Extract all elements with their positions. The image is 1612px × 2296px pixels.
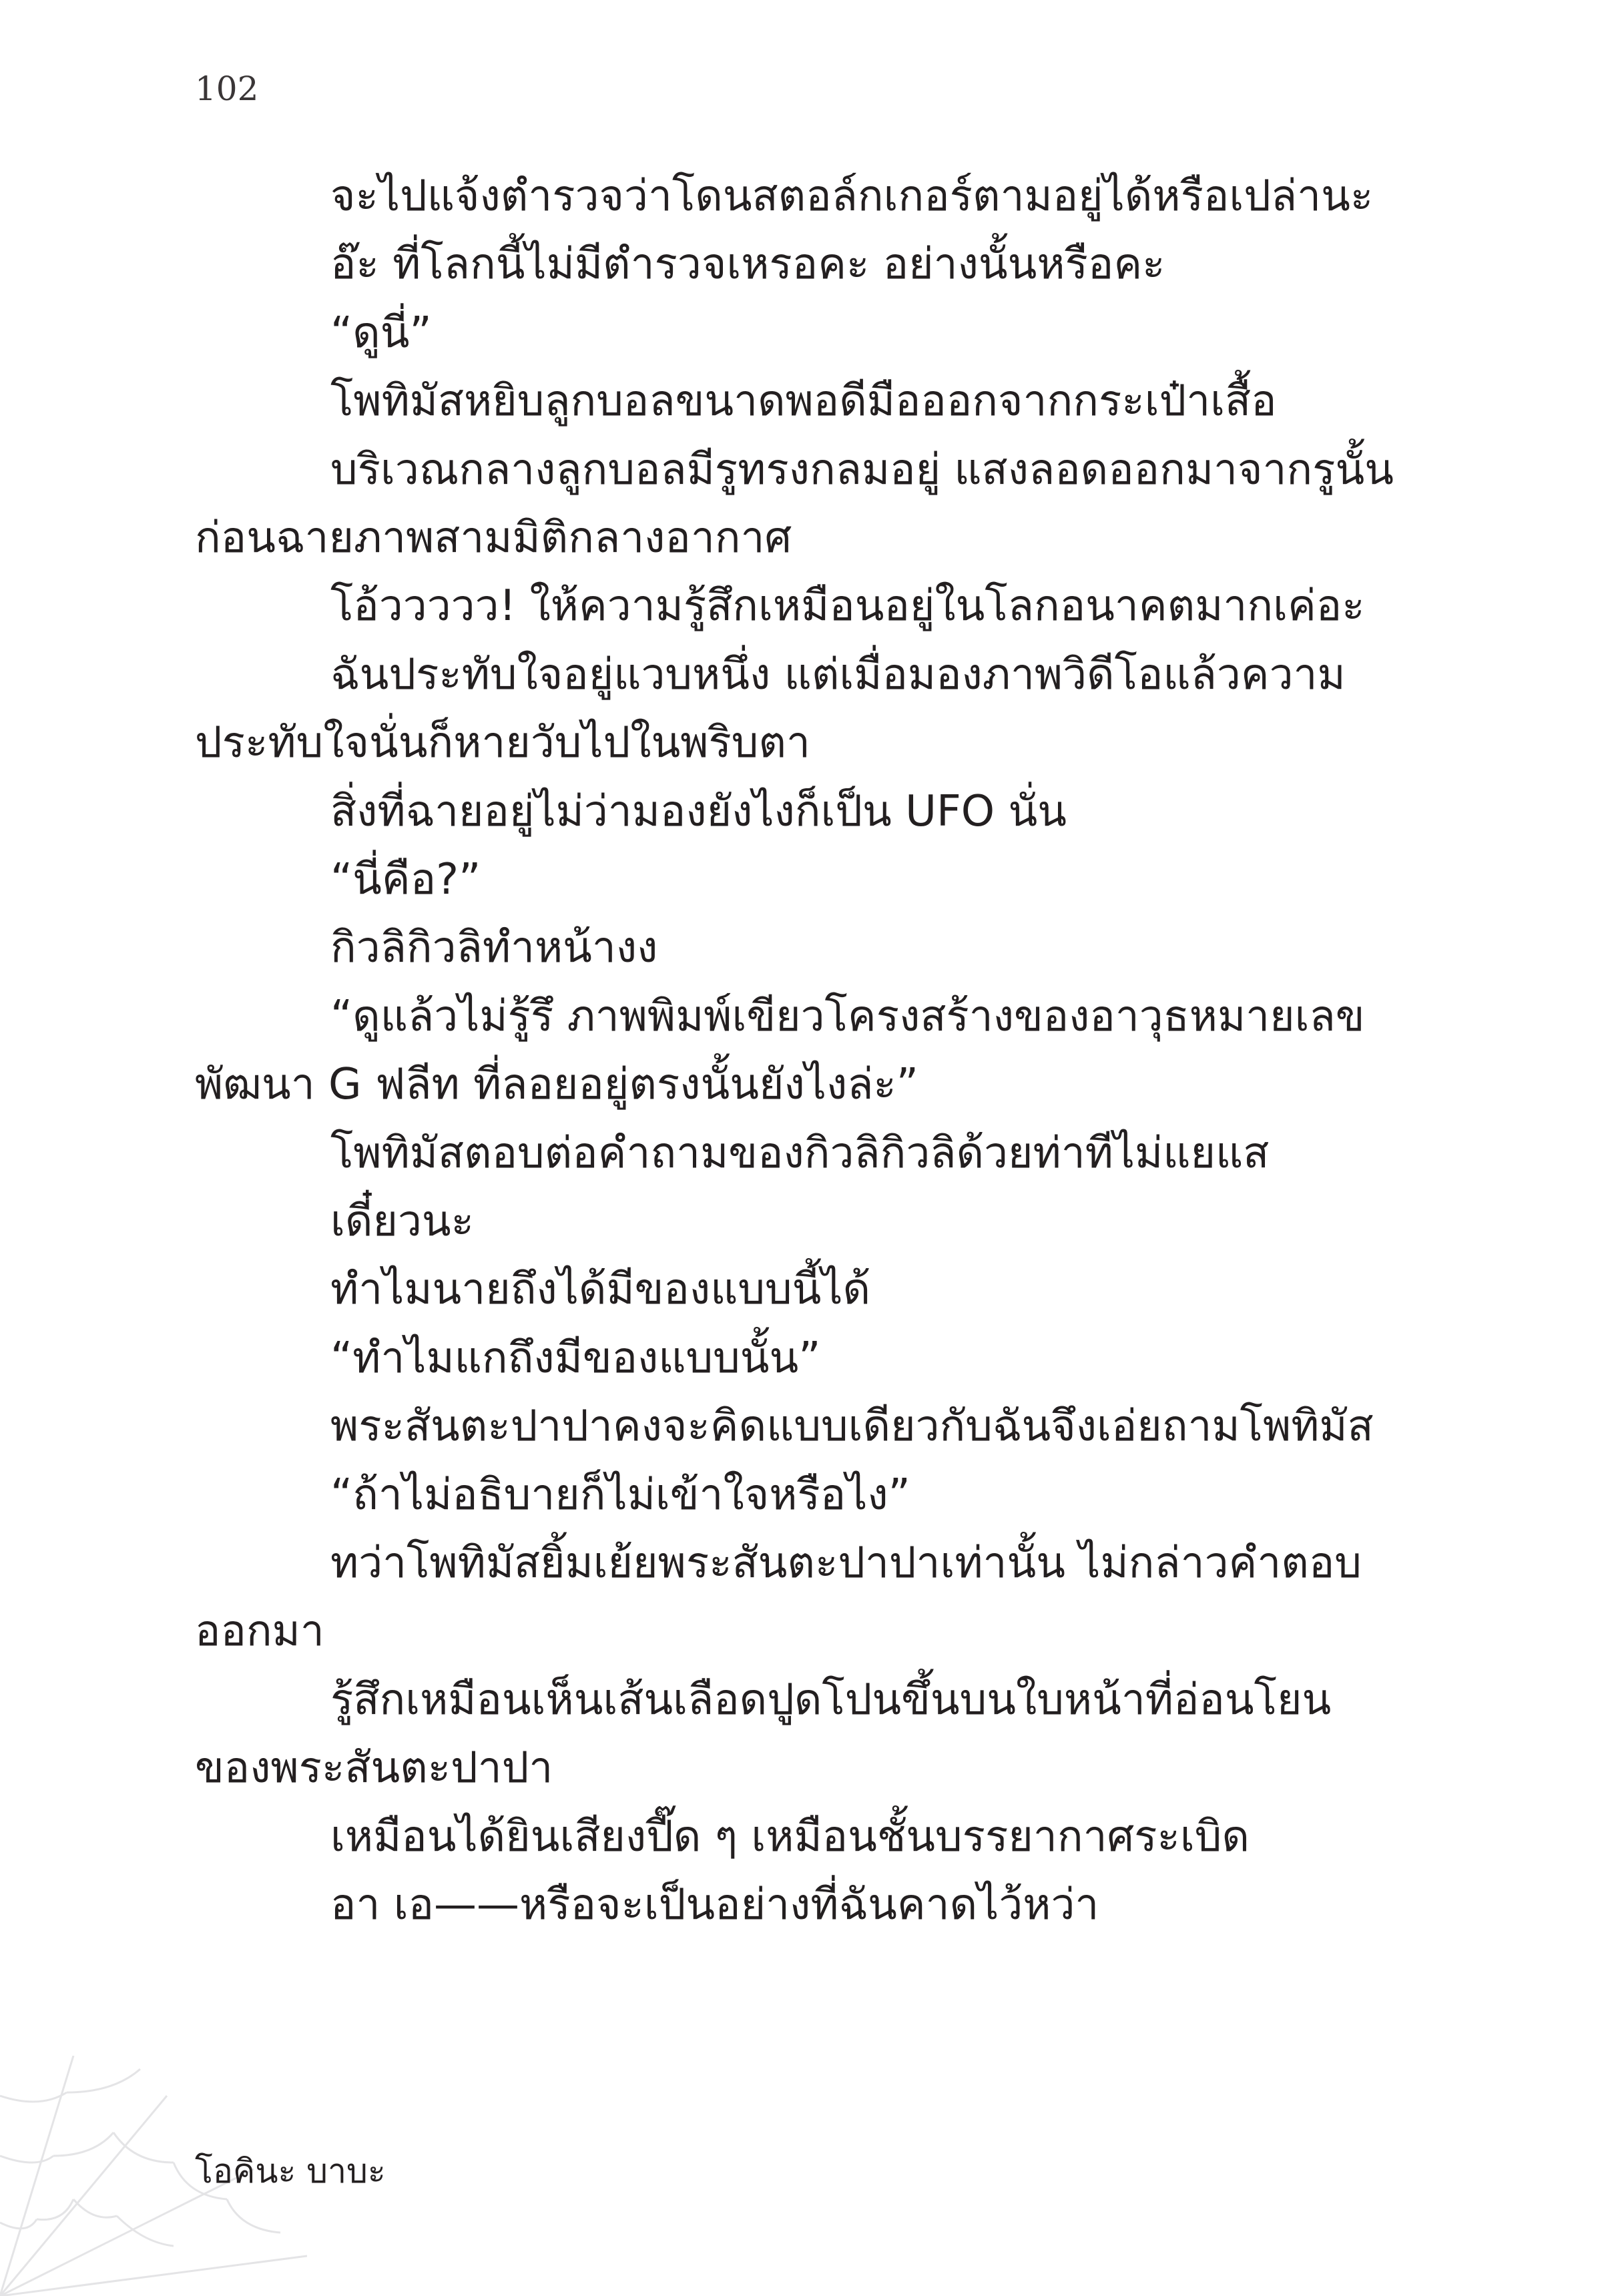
text-line: โพทิมัสตอบต่อคำถามของกิวลิกิวลิด้วยท่าทีไม่แยแส xyxy=(330,1128,1270,1178)
text-line: รู้สึกเหมือนเห็นเส้นเลือดปูดโปนขึ้นบนใบหน้าที่อ่อนโยน xyxy=(330,1675,1332,1725)
text-line: “ถ้าไม่อธิบายก็ไม่เข้าใจหรือไง” xyxy=(330,1470,910,1520)
text-line: ทว่าโพทิมัสยิ้มเย้ยพระสันตะปาปาเท่านั้น ไม่กล่าวคำตอบ xyxy=(330,1538,1362,1588)
text-line: “ดูแล้วไม่รู้รึ ภาพพิมพ์เขียวโครงสร้างของอาวุธหมายเลข xyxy=(330,991,1365,1041)
book-author-footer: โอคินะ บาบะ xyxy=(195,2152,386,2191)
text-line: “ทำไมแกถึงมีของแบบนั้น” xyxy=(330,1333,821,1383)
text-line: กิวลิกิวลิทำหน้างง xyxy=(330,923,658,973)
text-line: อา เอ——หรือจะเป็นอย่างที่ฉันคาดไว้หว่า xyxy=(330,1880,1099,1930)
text-line: เหมือนได้ยินเสียงปี๊ด ๆ เหมือนชั้นบรรยากาศระเบิด xyxy=(330,1811,1250,1861)
text-line: พระสันตะปาปาคงจะคิดแบบเดียวกับฉันจึงเอ่ยถามโพทิมัส xyxy=(330,1402,1374,1452)
text-line: โอ้ววววว! ให้ความรู้สึกเหมือนอยู่ในโลกอนาคตมากเค่อะ xyxy=(330,581,1365,631)
text-line: ของพระสันตะปาปา xyxy=(195,1743,553,1793)
text-line: บริเวณกลางลูกบอลมีรูทรงกลมอยู่ แสงลอดออกมาจากรูนั้น xyxy=(330,445,1394,495)
text-line: ออกมา xyxy=(195,1607,324,1657)
text-line: อ๊ะ ที่โลกนี้ไม่มีตำรวจเหรอคะ อย่างนั้นหรือคะ xyxy=(330,240,1165,290)
text-line: “นี่คือ?” xyxy=(330,855,481,904)
text-line: ทำไมนายถึงได้มีของแบบนี้ได้ xyxy=(330,1265,871,1315)
page-number: 102 xyxy=(195,69,259,108)
text-line: โพทิมัสหยิบลูกบอลขนาดพอดีมือออกจากกระเป๋าเสื้อ xyxy=(330,376,1277,426)
text-line: พัฒนา G ฟลีท ที่ลอยอยู่ตรงนั้นยังไงล่ะ” xyxy=(195,1060,918,1110)
text-line: “ดูนี่” xyxy=(330,308,432,358)
text-line: ก่อนฉายภาพสามมิติกลางอากาศ xyxy=(195,513,792,563)
text-line: จะไปแจ้งตำรวจว่าโดนสตอล์กเกอร์ตามอยู่ได้หรือเปล่านะ xyxy=(330,172,1374,221)
text-line: เดี๋ยวนะ xyxy=(330,1197,474,1246)
text-line: ประทับใจนั่นก็หายวับไปในพริบตา xyxy=(195,718,810,768)
text-line: ฉันประทับใจอยู่แวบหนึ่ง แต่เมื่อมองภาพวิดีโอแล้วความ xyxy=(330,649,1346,699)
text-line: สิ่งที่ฉายอยู่ไม่ว่ามองยังไงก็เป็น UFO นั่น xyxy=(330,786,1067,836)
